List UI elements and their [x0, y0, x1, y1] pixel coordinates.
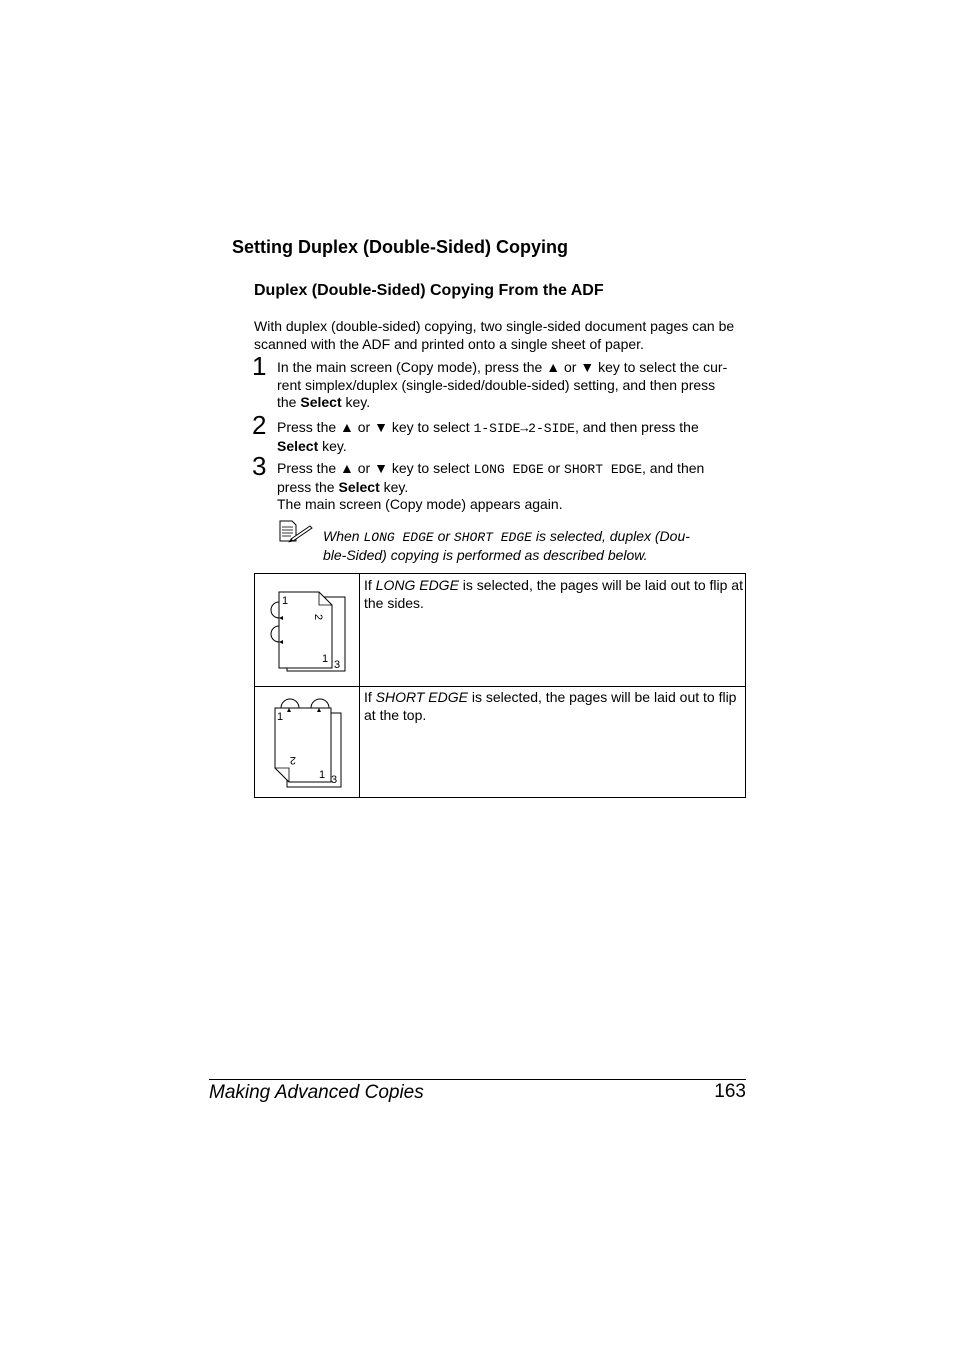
step-1-text [277, 359, 747, 412]
step-1-line-3: the Select key. [277, 394, 371, 410]
table-column-divider [359, 574, 360, 797]
long-edge-term: LONG EDGE [375, 577, 459, 593]
step-2-line-2: Select key. [277, 437, 347, 454]
note-line-1: When LONG EDGE or SHORT EDGE is selected, duplex (Dou- [323, 528, 690, 545]
section-title: Setting Duplex (Double-Sided) Copying [232, 237, 568, 257]
long-edge-code: LONG EDGE [363, 530, 434, 545]
short-edge-flip-diagram [265, 694, 350, 795]
step-2-line-1: Press the ▲ or ▼ key to select 1-SIDE→2-SIDE, and then press the [277, 419, 699, 436]
step-2-text [277, 419, 747, 455]
fig2-label-front: 1 [277, 711, 284, 723]
fig1-label-lower: 1 [322, 653, 329, 665]
select-key-label: Select [300, 394, 342, 410]
select-key-label: Select [338, 478, 380, 495]
short-edge-term: SHORT EDGE [375, 689, 468, 705]
fig2-label-back: 2 [289, 754, 296, 766]
fig2-label-lower: 1 [319, 769, 326, 781]
step-1-line-1: In the main screen (Copy mode), press the ▲ or ▼ key to select the cur- [277, 359, 728, 375]
note-line-2: ble-Sided) copying is performed as described below. [323, 546, 648, 563]
step-3-number: 3 [252, 451, 267, 481]
table-row-divider [255, 686, 745, 687]
fig2-label-third: 3 [331, 774, 338, 786]
fig1-label-back: 2 [312, 614, 324, 621]
long-edge-description: If LONG EDGE is selected, the pages will be laid out to flip at the sides. [364, 577, 743, 611]
footer-page-number: 163 [714, 1081, 746, 1102]
select-key-label: Select [277, 437, 319, 454]
long-edge-flip-diagram [265, 586, 350, 681]
step-3-result: The main screen (Copy mode) appears again. [277, 496, 563, 512]
duplex-layout-table [254, 573, 746, 798]
short-edge-code: SHORT EDGE [453, 530, 532, 545]
side-setting-code: 1-SIDE→2-SIDE [473, 421, 575, 436]
short-edge-description: If SHORT EDGE is selected, the pages will be laid out to flip at the top. [364, 689, 737, 723]
step-2-number: 2 [252, 410, 267, 440]
long-edge-code: LONG EDGE [473, 462, 544, 477]
subsection-title: Duplex (Double-Sided) Copying From the ADF [254, 282, 604, 299]
step-1-line-2: rent simplex/duplex (single-sided/double-sided) setting, and then press [277, 376, 716, 393]
step-3-line-1: Press the ▲ or ▼ key to select LONG EDGE or SHORT EDGE, and then [277, 460, 705, 477]
note-text [323, 528, 743, 564]
footer-chapter-title: Making Advanced Copies [209, 1082, 424, 1103]
step-3-text [277, 460, 747, 514]
step-1-number: 1 [252, 351, 267, 381]
step-3-line-2: press the Select key. [277, 478, 409, 495]
fig1-label-third: 3 [334, 659, 341, 671]
intro-paragraph: With duplex (double-sided) copying, two single-sided document pages can be scanned with the ADF and printed onto a single sheet of paper. [254, 318, 735, 352]
footer-rule [209, 1079, 746, 1080]
short-edge-code: SHORT EDGE [564, 462, 643, 477]
fig1-label-front: 1 [282, 595, 289, 607]
note-pencil-icon [279, 520, 315, 549]
